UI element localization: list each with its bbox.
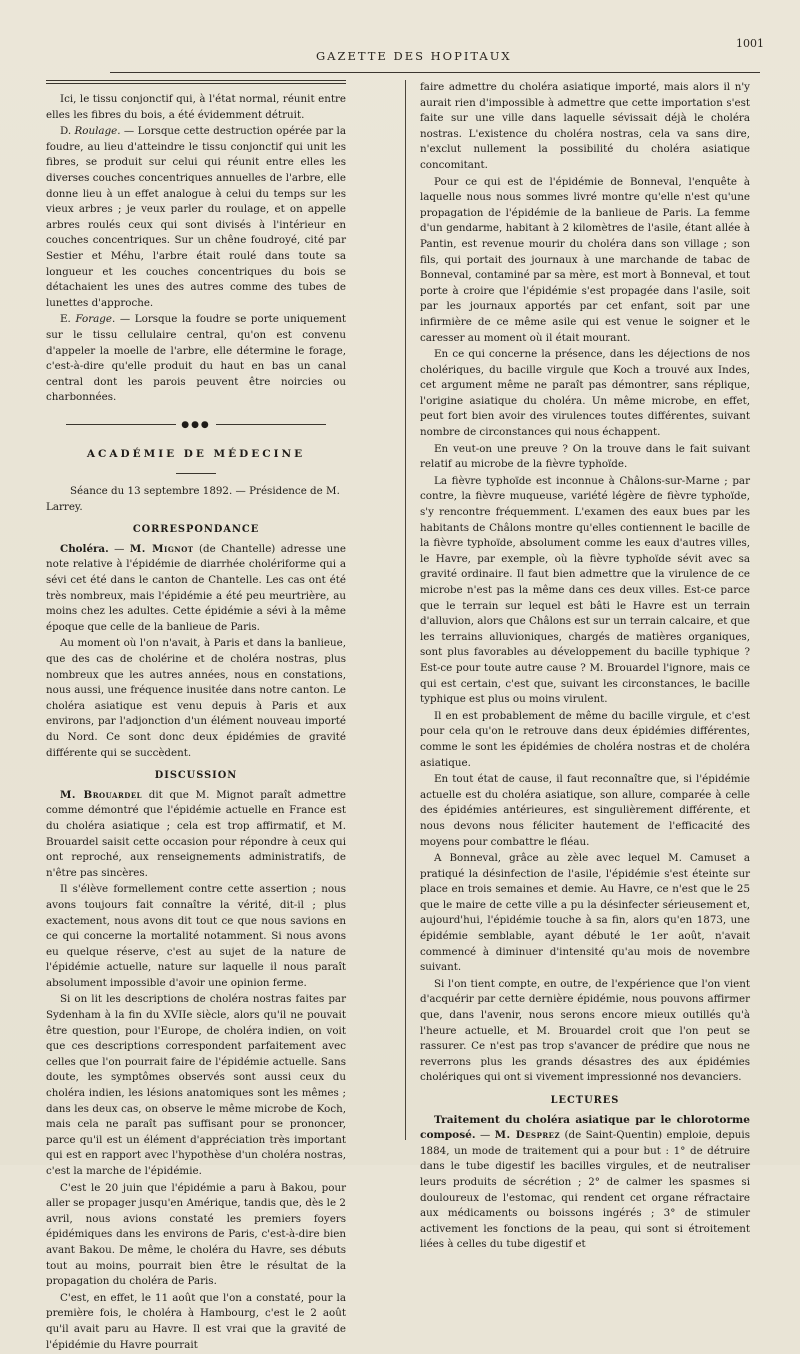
- paragraph: En tout état de cause, il faut reconnaître que, si l'épidémie actuelle est du choléra asiatique, son allure, comparée à celle des épidémies antérieures, est singulièrement différente, et nous devons nous féliciter hautement de l'efficacité des moyens pour combattre le fléau.: [420, 773, 750, 848]
- column-divider: [405, 80, 406, 1140]
- paragraph: Si on lit les descriptions de choléra nostras faites par Sydenham à la fin du XVIIe siècle, alors qu'il ne pouvait être question, pour l'Europe, de choléra indien, on voit que ces descriptions correspondent parfaitement avec celles que l'on pourrait faire de l'épidémie actuelle. Sans doute, les symptômes observés sont aussi ceux du choléra indien, les lésions anatomiques sont les mêmes ; dans les deux cas, on observe le même microbe de Koch, mais cela ne paraît pas suffisant pour se prononcer, parce qu'il est un élément d'appréciation très important qui est en rapport avec l'hypothèse d'un choléra nostras, c'est la marche de l'épidémie.: [46, 993, 346, 1177]
- journal-title: GAZETTE DES HOPITAUX: [316, 49, 512, 63]
- paragraph: A Bonneval, grâce au zèle avec lequel M. Camuset a pratiqué la désinfection de l'asile, l'épidémie s'est éteinte sur place en trois semaines et demie. Au Havre, ce n'est que le 25 que le maire de cette ville a pu la désinfecter sérieusement et, aujourd'hui, l'épidémie touche à sa fin, alors qu'en 1873, une épidémie semblable, ayant débuté le 1er août, n'avait commencé à diminuer d'intensité qu'au mois de novembre suivant.: [420, 852, 750, 974]
- term-forage: Forage.: [75, 313, 116, 326]
- running-head: [0, 37, 800, 69]
- paragraph-text: — Lorsque cette destruction opérée par la foudre, au lieu d'atteindre le tissu conjonctif qui unit les fibres, se produit sur celui qui réunit entre elles les diverses couches concentriques annuelles de l'arbre, elle donne lieu à un effet analogue à celui du temps sur les vieux arbres ; je veux parler du roulage, et on appelle arbres roulés ceux qui sont divisés à l'intérieur en couches concentriques. Sur un chêne foudroyé, cité par Sestier et Méhu, l'arbre était roulé dans toute sa longueur et les couches concentriques du bois se détachaient les unes des autres comme des tubes de lunettes d'approche.: [46, 125, 346, 309]
- paragraph-text: (de Chantelle) adresse une note relative à l'épidémie de diarrhée cholériforme qui a sévi cet été dans le canton de Chantelle. Les cas ont été très nombreux, mais l'épidémie a été peu meurtrière, au moins chez les adultes. Cette épidémie a sévi à la même époque que celle de la banlieue de Paris.: [46, 542, 346, 633]
- lead-word: Choléra.: [60, 542, 109, 555]
- paragraph: Il en est probablement de même du bacille virgule, et c'est pour cela qu'on le retrouve dans deux épidémies différentes, comme le sont les épidémies de choléra nostras et de choléra asiatique.: [420, 709, 750, 769]
- page-number: 1001: [736, 37, 764, 50]
- paragraph: En ce qui concerne la présence, dans les déjections de nos cholériques, du bacille virgule que Koch a trouvé aux Indes, cet argument même ne paraît pas démontrer, sans réplique, l'origine asiatique du choléra. Un même microbe, en effet, peut fort bien avoir des virulences toutes différentes, suivant nombre de circonstances qui nous échappent.: [420, 348, 750, 439]
- item-label: E.: [60, 313, 71, 326]
- paragraph-text: — Lorsque la foudre se porte uniquement sur le tissu cellulaire central, qu'on est convenu d'appeler la moelle de l'arbre, elle détermine le forage, c'est-à-dire qu'elle produit du haut en bas un canal central dont les parois peuvent être noircies ou charbonnées.: [46, 313, 346, 404]
- subhead-correspondance: CORRESPONDANCE: [132, 524, 260, 536]
- paragraph: faire admettre du choléra asiatique importé, mais alors il n'y aurait rien d'impossible à admettre que cette importation s'est faite sur une ville dans laquelle sévissait déjà le choléra nostras. L'existence du choléra nostras, cela va sans dire, n'exclut nullement la possibilité du choléra asiatique concomitant.: [420, 81, 750, 171]
- right-column: [420, 80, 750, 1254]
- paragraph: En veut-on une preuve ? On la trouve dans le fait suivant relatif au microbe de la fièvre typhoïde.: [420, 442, 750, 471]
- paragraph-forage: [46, 312, 346, 406]
- paragraph: C'est, en effet, le 11 août que l'on a constaté, pour la première fois, le choléra à Hambourg, c'est le 2 août qu'il avait paru au Havre. Il est vrai que la gravité de l'épidémie du Havre pourrait: [46, 1291, 346, 1351]
- author-name: M. Mignot: [129, 542, 194, 555]
- subhead-discussion: DISCUSSION: [154, 770, 238, 782]
- paragraph-roulage: [46, 124, 346, 311]
- paragraph-text: (de Saint-Quentin) emploie, depuis 1884, un mode de traitement qui a pour but : 1° de détruire dans le tube digestif les bacilles virgules, et de neutraliser leurs produits de sécrétion ; 2° de calmer les spasmes si douloureux de l'estomac, qui rendent cet organe réfractaire aux médicaments ou boissons ingérés ; 3° de stimuler activement les fonctions de la peau, qui sont si étroitement liées à celles du tube digestif et: [420, 1129, 751, 1251]
- lecture-title: Traitement du choléra asiatique par le chlorotorme composé.: [420, 1113, 750, 1142]
- section-ornament: ●●●: [46, 418, 346, 434]
- paragraph: C'est le 20 juin que l'épidémie a paru à Bakou, pour aller se propager jusqu'en Amérique, tandis que, dès le 2 avril, nous avions constaté les premiers foyers épidémiques dans les environs de Paris, c'est-à-dire bien avant Bakou. De même, le choléra du Havre, ses débuts tout au moins, pourrait bien être le résultat de la propagation du choléra de Paris.: [46, 1181, 346, 1288]
- top-double-rule: [46, 80, 346, 84]
- term-roulage: Roulage.: [74, 125, 121, 138]
- header-rule: [110, 72, 760, 73]
- author-name: M. Desprez: [494, 1129, 561, 1142]
- paragraph-cholera: Choléra. — M. Mignot (de Chantelle) adresse une note relative à l'épidémie de diarrhée cholériforme qui a sévi cet été dans le canton de Chantelle. Les cas ont été très nombreux, mais l'épidémie a été peu meurtrière, au moins chez les adultes. Cette épidémie a sévi à la même époque que celle de la banlieue de Paris.: [46, 542, 346, 633]
- paragraph-lecture: Traitement du choléra asiatique par le chlorotorme composé. — M. Desprez (de Saint-Quentin) emploie, depuis 1884, un mode de traitement qui a pour but : 1° de détruire dans le tube digestif les bacilles virgules, et de neutraliser leurs produits de sécrétion ; 2° de calmer les spasmes si douloureux de l'estomac, qui rendent cet organe réfractaire aux médicaments ou boissons ingérés ; 3° de stimuler activement les fonctions de la peau, qui sont si étroitement liées à celles du tube digestif et: [420, 1113, 751, 1251]
- section-title: ACADÉMIE DE MÉDECINE: [86, 448, 306, 461]
- paragraph: Au moment où l'on n'avait, à Paris et dans la banlieue, que des cas de cholérine et de choléra nostras, plus nombreux que les autres années, nous en constations, nous aussi, une fréquence inusitée dans notre canton. Le choléra asiatique est venu depuis à Paris et aux environs, par l'adjonction d'un élément nouveau importé du Nord. Ce sont donc deux épidémies de gravité différente qui se succèdent.: [46, 637, 346, 759]
- paragraph: Il s'élève formellement contre cette assertion ; nous avons toujours fait connaître la vérité, dit-il ; plus exactement, nous avons dit tout ce que nous savions en ce qui concerne la mortalité notamment. Si nous avons eu quelque réserve, c'est au sujet de la nature de l'épidémie actuelle, nature sur laquelle il nous paraît absolument impossible d'avoir une opinion ferme.: [46, 883, 346, 989]
- left-column: [46, 80, 346, 1354]
- paragraph: La fièvre typhoïde est inconnue à Châlons-sur-Marne ; par contre, la fièvre muqueuse, variété légère de fièvre typhoïde, s'y rencontre fréquemment. L'examen des eaux bues par les habitants de Châlons montre qu'elles contiennent le bacille de la fièvre typhoïde, absolument comme les eaux d'autres villes, le Havre, par exemple, où la fièvre typhoïde sévit avec sa gravité ordinaire. Il faut bien admettre que la virulence de ce microbe n'est pas la même dans ces deux villes. Est-ce parce que le terrain sur lequel est bâti le Havre est un terrain d'alluvion, alors que Châlons est sur un terrain calcaire, et que les terrains alluvioniques, chargés de matières organiques, sont plus favorables au développement du bacille typhique ? Est-ce pour toute autre cause ? M. Brouardel l'ignore, mais ce qui est certain, c'est que, suivant les circonstances, le bacille typhique est plus ou moins virulent.: [420, 474, 750, 706]
- paragraph: Pour ce qui est de l'épidémie de Bonneval, l'enquête à laquelle nous nous sommes livré montre qu'elle n'est qu'une propagation de l'épidémie de la banlieue de Paris. La femme d'un gendarme, habitant à 2 kilomètres de l'asile, étant allée à Pantin, est revenue mourir du choléra dans son village ; son fils, qui portait des journaux à une marchande de tabac de Bonneval, contaminé par sa mère, est mort à Bonneval, et tout porte à croire que l'épidémie s'est propagée dans l'asile, soit par les journaux apportés par cet enfant, soit par une infirmière de ce même asile qui est venue le soigner et le caresser au moment où il était mourant.: [420, 175, 750, 344]
- paragraph: Ici, le tissu conjonctif qui, à l'état normal, réunit entre elles les fibres du bois, a été évidemment détruit.: [46, 93, 346, 121]
- item-label: D.: [60, 125, 72, 138]
- subhead-lectures: LECTURES: [550, 1095, 620, 1106]
- paragraph: Si l'on tient compte, en outre, de l'expérience que l'on vient d'acquérir par cette dernière épidémie, nous pouvons affirmer que, dans l'avenir, nous serons encore mieux outillés qu'à l'heure actuelle, et M. Brouardel croit que l'on peut se rassurer. Ce n'est pas trop s'avancer de prédire que nous ne reverrons plus les grands désastres des aux épidémies cholériques qui ont si vivement impressionné nos devanciers.: [420, 977, 750, 1084]
- short-rule: [176, 473, 216, 474]
- paragraph-discussion: [46, 788, 346, 882]
- seance-line: Séance du 13 septembre 1892. — Présidence de M. Larrey.: [46, 485, 340, 513]
- paragraph-text: dit que M. Mignot paraît admettre comme démontré que l'épidémie actuelle en France est du choléra asiatique ; cela est trop affirmatif, et M. Brouardel saisit cette occasion pour répondre à ceux qui ont reproché, aux renseignements administratifs, de n'être pas sincères.: [46, 788, 346, 879]
- author-name: M. Brouardel: [60, 788, 143, 801]
